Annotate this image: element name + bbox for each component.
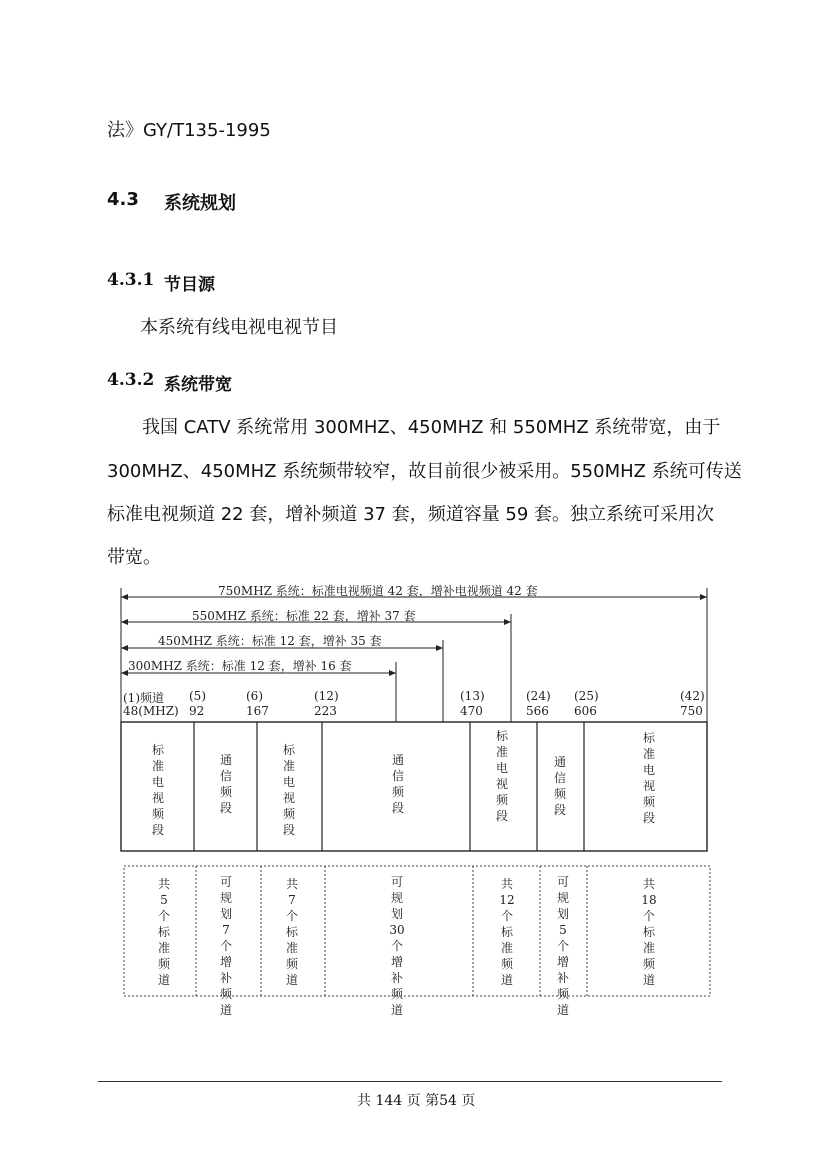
channel-count: 可规划5个增补频道: [556, 875, 569, 1017]
band-label: 标准电视频段: [151, 743, 164, 837]
channel-number: (24): [526, 689, 551, 703]
span-label-450: 450MHZ 系统：标准 12 套，增补 35 套: [158, 634, 382, 648]
footer-divider: [98, 1081, 722, 1082]
channel-number: (6): [246, 689, 263, 703]
band-label: 标准电视频段: [642, 731, 655, 825]
section-4-3-2-title: 系统带宽: [164, 375, 232, 395]
section-4-3-title: 系统规划: [164, 193, 236, 214]
span-label-300: 300MHZ 系统：标准 12 套，增补 16 套: [128, 659, 352, 673]
frequency-label: 92: [189, 704, 205, 718]
channel-number: (25): [574, 689, 599, 703]
frequency-label: 606: [574, 704, 597, 718]
page-number: 共 144 页 第54 页: [357, 1093, 476, 1109]
band-label: 标准电视频段: [282, 743, 295, 837]
frequency-label: 48(MHZ): [123, 704, 179, 718]
paragraph-line-1: 我国 CATV 系统常用 300MHZ、450MHZ 和 550MHZ 系统带宽，由于: [142, 417, 721, 438]
frequency-label: 470: [460, 704, 483, 718]
paragraph-line-3: 标准电视频道 22 套，增补频道 37 套，频道容量 59 套。独立系统可采用次: [107, 504, 715, 525]
text-line-top: 法》GY/T135-1995: [107, 120, 271, 141]
section-4-3-1-body: 本系统有线电视电视节目: [140, 317, 338, 338]
channel-count: 共5个标准频道: [157, 877, 170, 987]
channel-count: 共12个标准频道: [499, 877, 515, 987]
section-4-3-number: 4.3: [107, 189, 139, 210]
section-4-3-2-number: 4.3.2: [107, 370, 155, 390]
band-label: 通信频段: [219, 753, 232, 815]
frequency-label: 223: [314, 704, 337, 718]
channel-number: (13): [460, 689, 485, 703]
section-4-3-1-title: 节目源: [164, 275, 215, 295]
frequency-label: 167: [246, 704, 269, 718]
band-label: 通信频段: [391, 753, 404, 815]
channel-number: (5): [189, 689, 206, 703]
band-label: 标准电视频段: [495, 729, 508, 823]
frequency-label: 566: [526, 704, 549, 718]
channel-count: 共7个标准频道: [285, 877, 298, 987]
channel-number: (42): [680, 689, 705, 703]
channel-number: (1)频道: [123, 691, 164, 705]
span-label-750: 750MHZ 系统：标准电视频道 42 套，增补电视频道 42 套: [218, 584, 538, 598]
band-label: 通信频段: [553, 755, 566, 817]
paragraph-line-4: 带宽。: [107, 547, 161, 568]
channel-count: 可规划30个增补频道: [389, 875, 405, 1017]
channel-number: (12): [314, 689, 339, 703]
channel-count: 共18个标准频道: [641, 877, 657, 987]
span-label-550: 550MHZ 系统：标准 22 套，增补 37 套: [192, 609, 416, 623]
section-4-3-1-number: 4.3.1: [107, 270, 155, 290]
channel-count: 可规划7个增补频道: [219, 875, 232, 1017]
paragraph-line-2: 300MHZ、450MHZ 系统频带较窄，故目前很少被采用。550MHZ 系统可传送: [107, 461, 742, 482]
frequency-label: 750: [680, 704, 703, 718]
